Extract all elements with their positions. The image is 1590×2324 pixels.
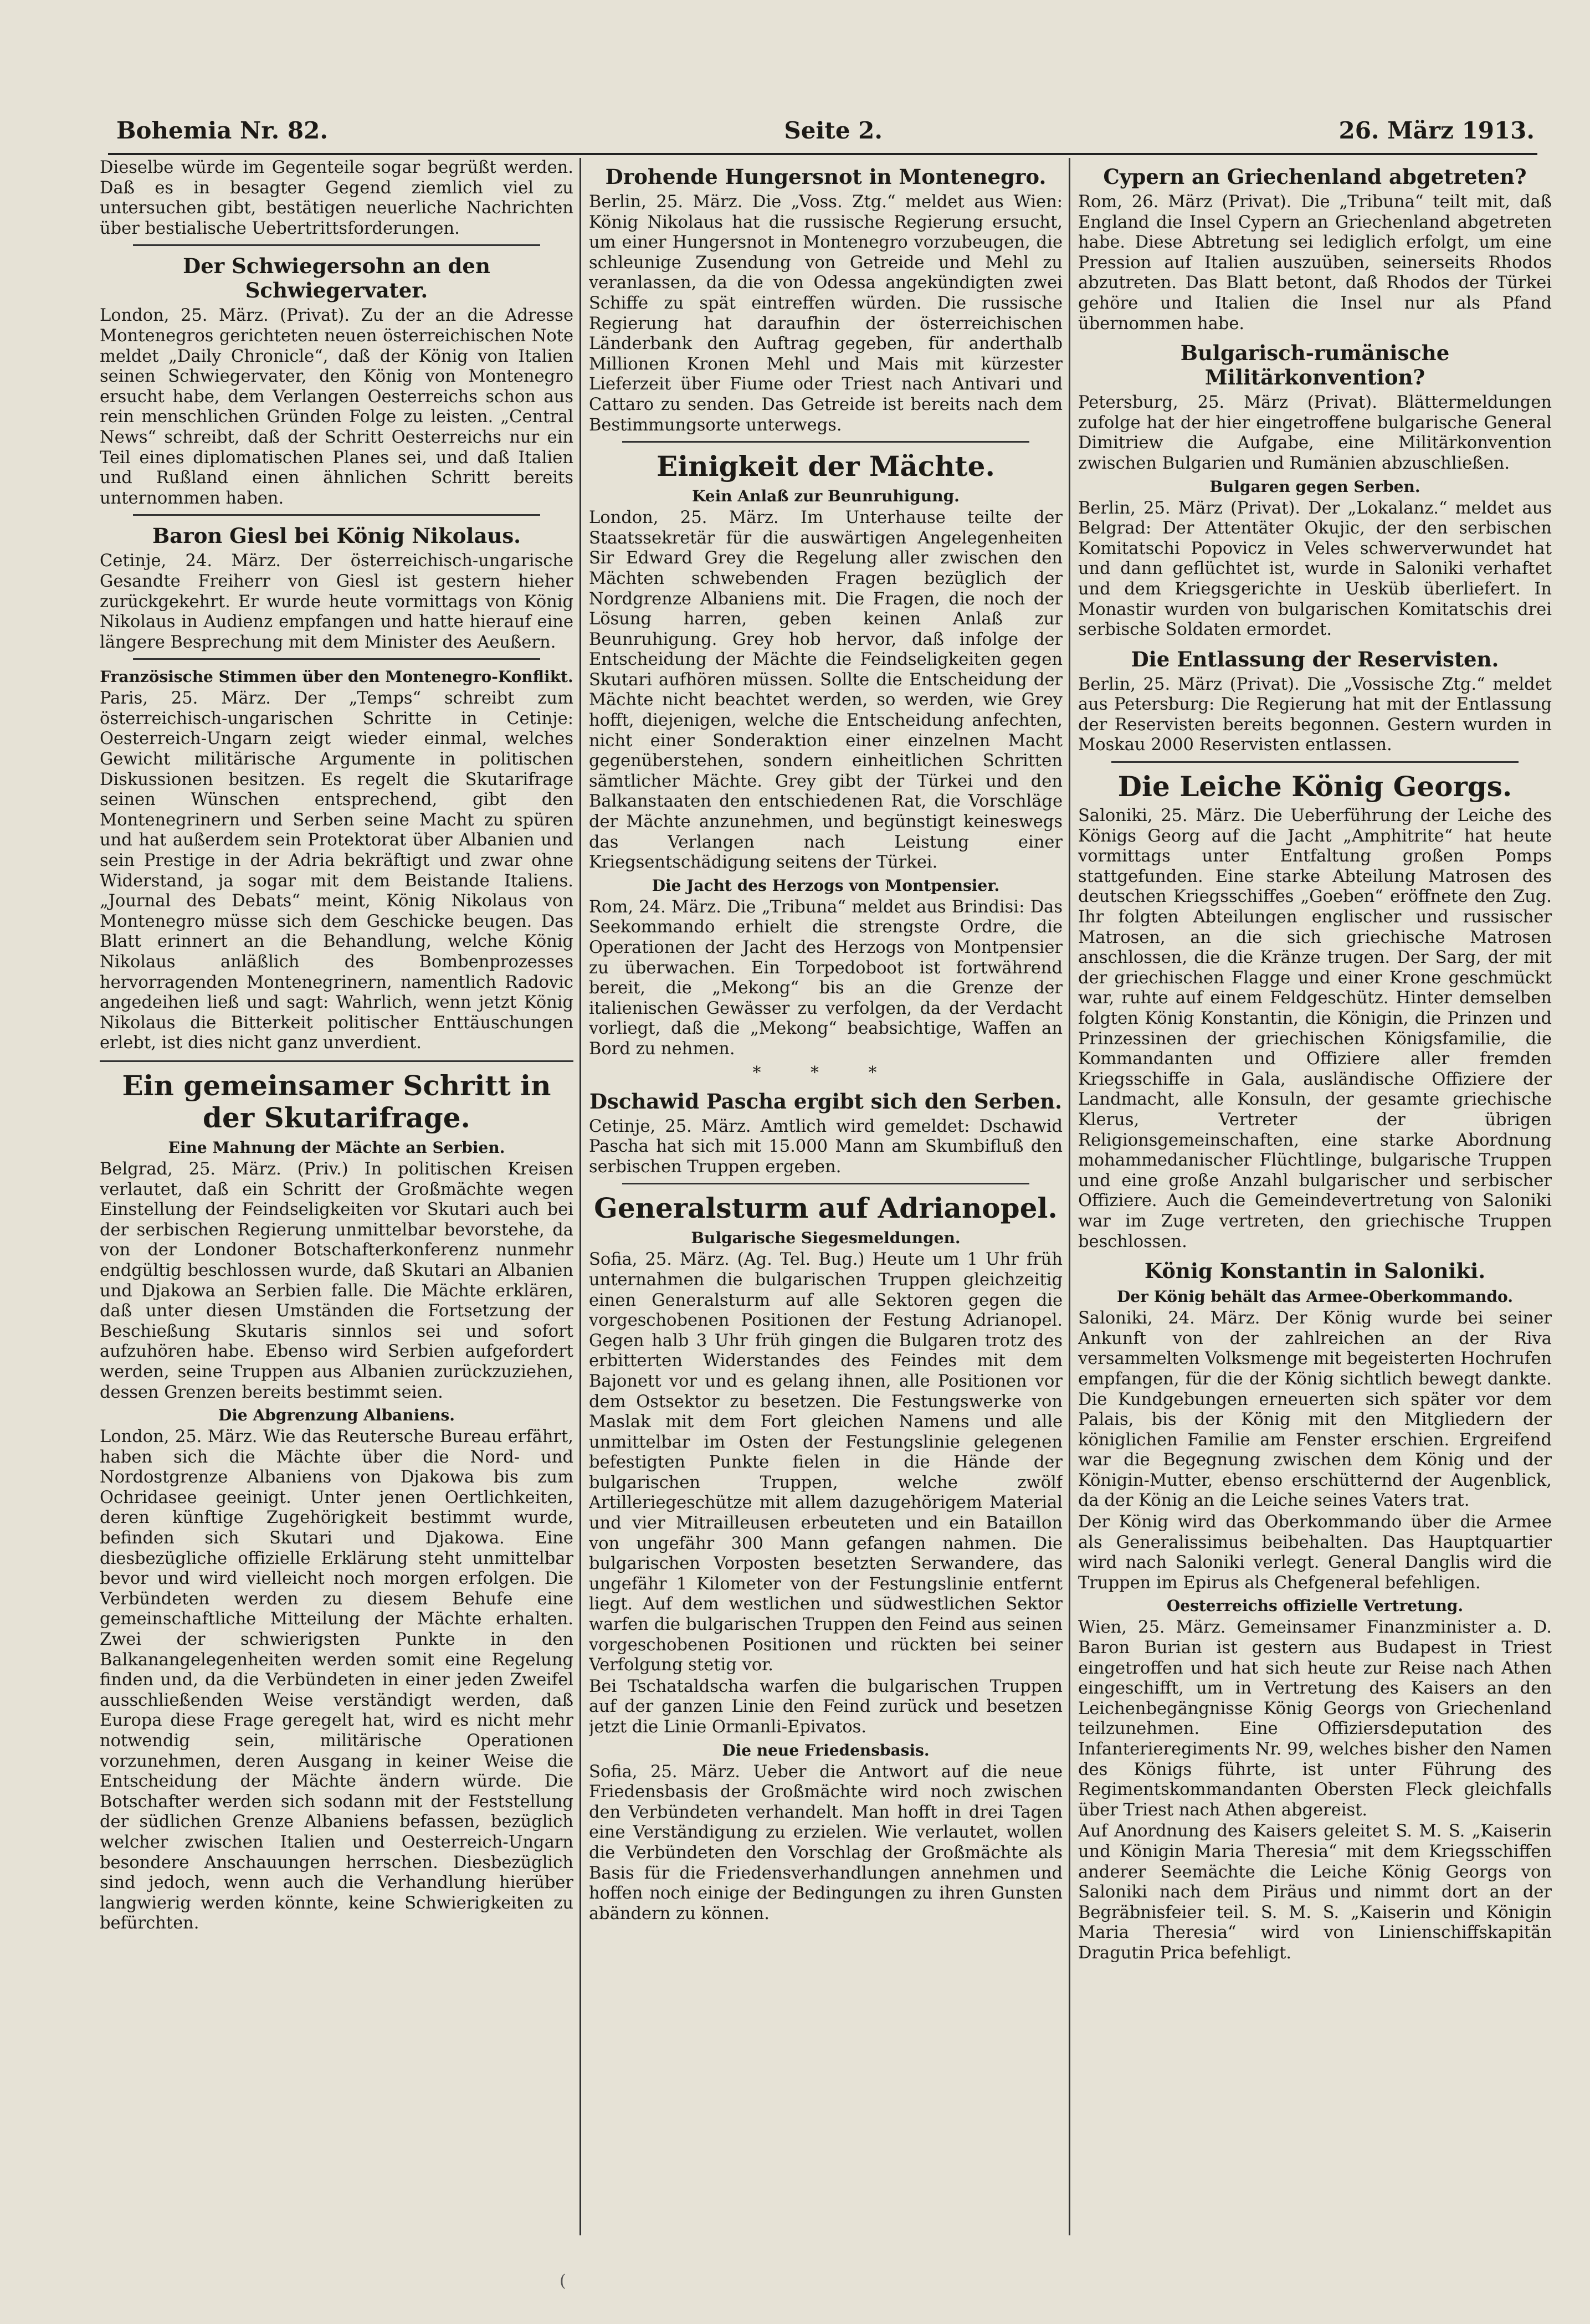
header-rule: [108, 153, 1537, 155]
article-abgrenzung-text: London, 25. März. Wie das Reutersche Bureau erfährt, haben sich die Mächte über die Nord- und Nordostgrenze Albaniens von Djakowa bis zum Ochridasee geeinigt. Unter jenen Oertlichkeiten, deren künftige Zugehörigkeit bestimmt wurde, befinden sich Skutari und Djakowa. Eine diesbezügliche offizielle Erklärung steht unmittelbar bevor und wird vielleicht noch morgen erfolgen. Die Verbündeten werden zu diesem Behufe eine gemeinschaftliche Mitteilung der Mächte erhalten. Zwei der schwierigsten Punkte in den Balkanangelegenheiten werden somit eine Regelung finden und, da die Verbündeten in einer jeden Zweifel ausschließenden Weise verständigt werden, daß Europa diese Frage geregelt hat, wird es nicht mehr notwendig sein, militärische Operationen vorzunehmen, deren Ausgang in keiner Weise die Entscheidung der Mächte ändern würde. Die Botschafter werden sich sodann mit der Feststellung der südlichen Grenze Albaniens befassen, bezüglich welcher zwischen Italien und Oesterreich-Ungarn besondere Anschauungen herrschen. Diesbezüglich sind jedoch, wenn auch die Verhandlung hierüber langwierig werden könnte, keine Schwierigkeiten zu befürchten.: [100, 1427, 573, 1933]
section-stars: * * *: [752, 1063, 899, 1083]
headline-entlassung: Die Entlassung der Reservisten.: [1131, 647, 1499, 671]
footer-mark: (: [560, 2271, 566, 2291]
article-tschataldscha-text: Bei Tschataldscha warfen die bulgarischen Truppen auf der ganzen Linie den Feind zurück und besetzen jetzt die Linie Ormanli-Epivatos.: [589, 1676, 1063, 1737]
headline-generalsturm: Generalsturm auf Adrianopel.: [594, 1192, 1058, 1225]
subheadline-abgrenzung: Die Abgrenzung Albaniens.: [218, 1406, 455, 1425]
headline-gemeinsamer-schritt: Ein gemeinsamer Schritt in der Skutarifrage.: [122, 1069, 551, 1134]
article-militaer-text: Petersburg, 25. März (Privat). Blättermeldungen zufolge hat der hier eingetroffene bulgarische General Dimitriew die Aufgabe, eine Militärkonvention zwischen Bulgarien und Rumänien abzuschließen.: [1078, 393, 1552, 473]
subheadline-friedensbasis: Die neue Friedensbasis.: [722, 1741, 930, 1759]
article-belgrad-text: Belgrad, 25. März. (Priv.) In politischen Kreisen verlautet, daß ein Schritt der Großmächte wegen Einstellung der Feindseligkeiten vor Skutari auch bei der serbischen Regierung unmittelbar bevorstehe, da von der Londoner Botschafterkonferenz nunmehr endgültig beschlossen wurde, daß Skutari an Albanien und Djakowa an Serbien falle. Die Mächte erklären, daß unter diesen Umständen die Fortsetzung der Beschießung Skutaris sinnlos sei und sofort aufzuhören habe. Ebenso wird Serbien aufgefordert werden, seine Truppen aus Albanien zurückzuziehen, dessen Grenzen bereits bestimmt seien.: [100, 1159, 573, 1402]
article-hungersnot-text: Berlin, 25. März. Die „Voss. Ztg.“ meldet aus Wien: König Nikolaus hat die russische Regierung ersucht, um einer Hungersnot in Montenegro vorzubeugen, die schleunige Zusendung von Getreide und Mehl zu veranlassen, da die von Odessa angekündigten zwei Schiffe zu spät eintreffen würden. Die russische Regierung hat daraufhin der österreichischen Länderbank den Auftrag gegeben, für anderthalb Millionen Kronen Mehl und Mais mit kürzester Lieferzeit über Fiume oder Triest nach Antivari und Cattaro zu senden. Das Getreide ist bereits nach dem Bestimmungsorte unterwegs.: [589, 192, 1063, 435]
article-dschawid-text: Cetinje, 25. März. Amtlich wird gemeldet: Dschawid Pascha hat sich mit 15.000 Mann am Skumbifluß den serbischen Truppen ergeben.: [589, 1116, 1063, 1177]
article-schwiegersohn-text: London, 25. März. (Privat). Zu der an die Adresse Montenegros gerichteten neuen österreichischen Note meldet „Daily Chronicle“, daß der König von Italien seinen Schwiegervater, den König von Montenegro ersucht habe, dem Verlangen Oesterreichs schon aus rein menschlichen Gründen Folge zu leisten. „Central News“ schreibt, daß der Schritt Oesterreichs nur ein Teil eines diplomatischen Planes sei, und daß Italien und Rußland einen ähnlichen Schritt bereits unternommen haben.: [100, 306, 573, 508]
article-entlassung-text: Berlin, 25. März (Privat). Die „Vossische Ztg.“ meldet aus Petersburg: Die Regierung hat mit der Entlassung der Reservisten bereits begonnen. Gestern wurden in Moskau 2000 Reservisten entlassen.: [1078, 674, 1552, 755]
header-page-number: Seite 2.: [784, 116, 883, 144]
article-intro-text: Dieselbe würde im Gegenteile sogar begrüßt werden. Daß es in besagter Gegend ziemlich viel zu untersuchen gibt, bestätigen neuerliche Nachrichten über bestialische Uebertrittsforderungen.: [100, 158, 573, 238]
headline-konstantin: König Konstantin in Saloniki.: [1144, 1259, 1486, 1284]
article-generalsturm-text: Sofia, 25. März. (Ag. Tel. Bug.) Heute um 1 Uhr früh unternahmen die bulgarischen Truppen gleichzeitig einen Generalsturm auf alle Sektoren gegen die vorgeschobenen Positionen der Festung Adrianopel. Gegen halb 3 Uhr früh gingen die Bulgaren trotz des erbitterten Widerstandes des Feindes mit dem Bajonett vor und es gelang ihnen, alle Positionen vor dem Ostsektor zu besetzen. Die Festungswerke von Maslak mit dem Fort gleichen Namens und alle unmittelbar im Osten der Festungslinie gelegenen befestigten Punkte fielen in die Hände der bulgarischen Truppen, welche zwölf Artilleriegeschütze mit allem dazugehörigem Material und vier Mitrailleusen erbeuteten und ein Bataillon von ungefähr 300 Mann gefangen nahmen. Die bulgarischen Vorposten besetzten Serwandere, das ungefähr 1 Kilometer von der Festungslinie entfernt liegt. Auf dem westlichen und südwestlichen Sektor warfen die bulgarischen Truppen den Feind aus seinen vorgeschobenen Positionen und rückten bei seiner Verfolgung stetig vor.: [589, 1250, 1063, 1675]
headline-dschawid: Dschawid Pascha ergibt sich den Serben.: [589, 1089, 1063, 1114]
subheadline-siegesmeldungen: Bulgarische Siegesmeldungen.: [691, 1229, 961, 1248]
article-oberkommando-text: Der König wird das Oberkommando über die Armee als Generalissimus beibehalten. Das Hauptquartier wird nach Saloniki verlegt. General Danglis wird die Truppen im Epirus als Chefgeneral befehligen.: [1078, 1512, 1552, 1593]
article-friedensbasis-text: Sofia, 25. März. Ueber die Antwort auf die neue Friedensbasis der Großmächte wird noch zwischen den Verbündeten verhandelt. Man hofft in drei Tagen eine Verständigung zu erzielen. Wie verlautet, wollen die Verbündeten den Vorschlag der Großmächte als Basis für die Friedensverhandlungen annehmen und hoffen noch einige der Bedingungen zu ihren Gunsten abändern zu können.: [589, 1762, 1063, 1923]
divider: [622, 1183, 1029, 1184]
column-1: [100, 158, 573, 2233]
divider: [1111, 761, 1519, 763]
divider: [133, 244, 540, 246]
subheadline-bulgaren: Bulgaren gegen Serben.: [1209, 477, 1420, 496]
headline-giesl: Baron Giesl bei König Nikolaus.: [152, 524, 521, 548]
headline-cypern: Cypern an Griechenland abgetreten?: [1103, 165, 1527, 189]
article-oesterreich-text: Wien, 25. März. Gemeinsamer Finanzminister a. D. Baron Burian ist gestern aus Budapest in Triest eingetroffen und hat sich heute zur Reise nach Athen eingeschifft, um in Vertretung des Kaisers an den Leichenbegängnisse König Georgs von Griechenland teilzunehmen. Eine Offiziersdeputation des Infanterieregiments Nr. 99, welches bisher den Namen des Königs führte, ist unter Führung des Regimentskommandanten Obersten Fleck gleichfalls über Triest nach Athen abgereist.: [1078, 1618, 1552, 1820]
article-einigkeit-text: London, 25. März. Im Unterhause teilte der Staatssekretär für die auswärtigen Angelegenheiten Sir Edward Grey die Regelung aller zwischen den Mächten schwebenden Fragen bezüglich der Nordgrenze Albaniens mit. Die Fragen, die noch der Lösung harren, geben keinen Anlaß zur Beunruhigung. Grey hob hervor, daß infolge der Entscheidung der Mächte die Feindseligkeiten gegen Skutari aufhören müssen. Sollte die Entscheidung der Mächte nicht beachtet werden, so werden, wie Grey hofft, diejenigen, welche die Entscheidung anfechten, nicht einer Sonderaktion einer einzelnen Macht gegenüberstehen, sondern einheitlichen Schritten sämtlicher Mächte. Grey gibt der Türkei und den Balkanstaaten den entschiedenen Rat, die Vorschläge der Mächte anzunehmen, und begünstigt keineswegs das Verlangen nach Leistung einer Kriegsentschädigung seitens der Türkei.: [589, 508, 1063, 873]
headline-schwiegersohn: Der Schwiegersohn an den Schwiegervater.: [183, 254, 490, 303]
headline-leiche: Die Leiche König Georgs.: [1117, 770, 1512, 803]
article-jacht-text: Rom, 24. März. Die „Tribuna“ meldet aus Brindisi: Das Seekommando erhielt die strengste Ordre, die Operationen der Jacht des Herzogs von Montpensier zu überwachen. Ein Torpedoboot ist fortwährend bereit, die „Mekong“ bis an die Grenze der italienischen Gewässer zu verfolgen, da der Verdacht vorliegt, daß die „Mekong“ beabsichtige, Waffen an Bord zu nehmen.: [589, 897, 1063, 1059]
subheadline-oesterreich: Oesterreichs offizielle Vertretung.: [1166, 1597, 1464, 1615]
column-3: [1078, 158, 1552, 2233]
article-anordnung-text: Auf Anordnung des Kaisers geleitet S. M. S. „Kaiserin und Königin Maria Theresia“ mit dem Kriegsschiffen anderer Seemächte die Leiche König Georgs von Saloniki nach dem Piräus und nimmt dort an der Begräbnisfeier teil. S. M. S. „Kaiserin und Königin Maria Theresia“ wird von Linienschiffskapitän Dragutin Prica befehligt.: [1078, 1822, 1552, 1963]
divider: [133, 658, 540, 660]
divider: [133, 514, 540, 516]
divider: [622, 441, 1029, 443]
column-2: [589, 158, 1063, 2233]
column-divider-1: [579, 158, 581, 2235]
article-konstantin-text: Saloniki, 24. März. Der König wurde bei seiner Ankunft von der zahlreichen an der Riva versammelten Volksmenge mit begeisterten Hochrufen empfangen, für die der König sichtlich bewegt dankte. Die Kundgebungen erneuerten sich später vor dem Palais, bis der König mit den Mitgliedern der königlichen Familie am Fenster erschien. Ergreifend war die Begegnung zwischen dem König und der Königin-Mutter, ebenso erschütternd der Augenblick, da der König an die Leiche seines Vaters trat.: [1078, 1309, 1552, 1511]
page-header: [116, 111, 1535, 150]
header-issue: Bohemia Nr. 82.: [116, 116, 328, 144]
article-cypern-text: Rom, 26. März (Privat). Die „Tribuna“ teilt mit, daß England die Insel Cypern an Griechenland abgetreten habe. Diese Abtretung sei lediglich erfolgt, um eine Pression auf Italien auszuüben, seinerseits Rhodos abzutreten. Das Blatt betont, daß Rhodos der Türkei gehöre und Italien die Insel nur als Pfand übernommen habe.: [1078, 192, 1552, 334]
article-giesl-text: Cetinje, 24. März. Der österreichisch-ungarische Gesandte Freiherr von Giesl ist gestern hieher zurückgekehrt. Er wurde heute vormittags von König Nikolaus in Audienz empfangen und hatte hierauf eine längere Besprechung mit dem Minister des Aeußern.: [100, 551, 573, 652]
subheadline-armee: Der König behält das Armee-Oberkommando.: [1117, 1287, 1513, 1306]
article-franz-text: Paris, 25. März. Der „Temps“ schreibt zum österreichisch-ungarischen Schritte in Cetinje: Oesterreich-Ungarn zeigt wieder einmal, welches Gewicht militärische Argumente in politischen Diskussionen besitzen. Es regelt die Skutarifrage seinen Wünschen entsprechend, gibt den Montenegrinern und Serben seine Macht zu spüren und hat außerdem sein Protektorat über Albanien und sein Prestige in der Adria bekräftigt und zwar ohne Widerstand, ja sogar mit dem Beistande Italiens. „Journal des Debats“ meint, König Nikolaus von Montenegro müsse sich dem Geschicke beugen. Das Blatt erinnert an die Behandlung, welche König Nikolaus anläßlich des Bombenprozesses hervorragenden Montenegrinern, namentlich Radovic angedeihen ließ und sagt: Wahrlich, wenn jetzt König Nikolaus die Bitterkeit politischer Enttäuschungen erlebt, ist dies nicht ganz unverdient.: [100, 689, 573, 1053]
subheadline-jacht: Die Jacht des Herzogs von Montpensier.: [652, 876, 1000, 895]
headline-franz-stimmen: Französische Stimmen über den Montenegro-Konflikt.: [100, 668, 573, 686]
subheadline-anlass: Kein Anlaß zur Beunruhigung.: [692, 487, 960, 506]
headline-militaerkonvention: Bulgarisch-rumänische Militärkonvention?: [1180, 341, 1450, 390]
article-bulgaren-text: Berlin, 25. März (Privat). Der „Lokalanz.“ meldet aus Belgrad: Der Attentäter Okujic, der den serbischen Komitatschi Popovicz in Veles schwerverwundet hat und dann geflüchtet ist, wurde in Saloniki verhaftet und dem Kriegsgerichte in Uesküb überliefert. In Monastir wurden von bulgarischen Komitatschis drei serbische Soldaten ermordet.: [1078, 498, 1552, 640]
headline-hungersnot: Drohende Hungersnot in Montenegro.: [605, 165, 1047, 189]
article-leiche-text: Saloniki, 25. März. Die Ueberführung der Leiche des Königs Georg auf die Jacht „Amphitrite“ hat heute vormittags unter Entfaltung großen Pomps stattgefunden. Eine starke Abteilung Matrosen des deutschen Kriegsschiffes „Goeben“ eröffnete den Zug. Ihr folgten Abteilungen englischer und russischer Matrosen, an die sich griechische Matrosen anschlossen, die die Kränze trugen. Der Sarg, der mit der griechischen Flagge und einer Krone geschmückt war, ruhte auf einem Feldgeschütz. Hinter demselben folgten König Konstantin, die Königin, die Prinzen und Prinzessinen der griechischen Königsfamilie, die Kommandanten und Offiziere aller fremden Kriegsschiffe in Gala, ausländische Offiziere der Landmacht, alle Konsuln, der gesamte griechische Klerus, Vertreter der übrigen Religionsgemeinschaften, eine starke Abordnung mohammedanischer Flüchtlinge, bulgarische Truppen und eine große Anzahl bulgarischer und serbischer Offiziere. Auch die Gemeindevertretung von Saloniki war im Zuge vertreten, den griechische Truppen beschlossen.: [1078, 806, 1552, 1251]
headline-einigkeit: Einigkeit der Mächte.: [656, 450, 995, 483]
column-divider-2: [1069, 158, 1070, 2235]
divider: [100, 1060, 573, 1062]
header-date: 26. März 1913.: [1338, 116, 1535, 144]
subheadline-mahnung: Eine Mahnung der Mächte an Serbien.: [168, 1138, 505, 1157]
